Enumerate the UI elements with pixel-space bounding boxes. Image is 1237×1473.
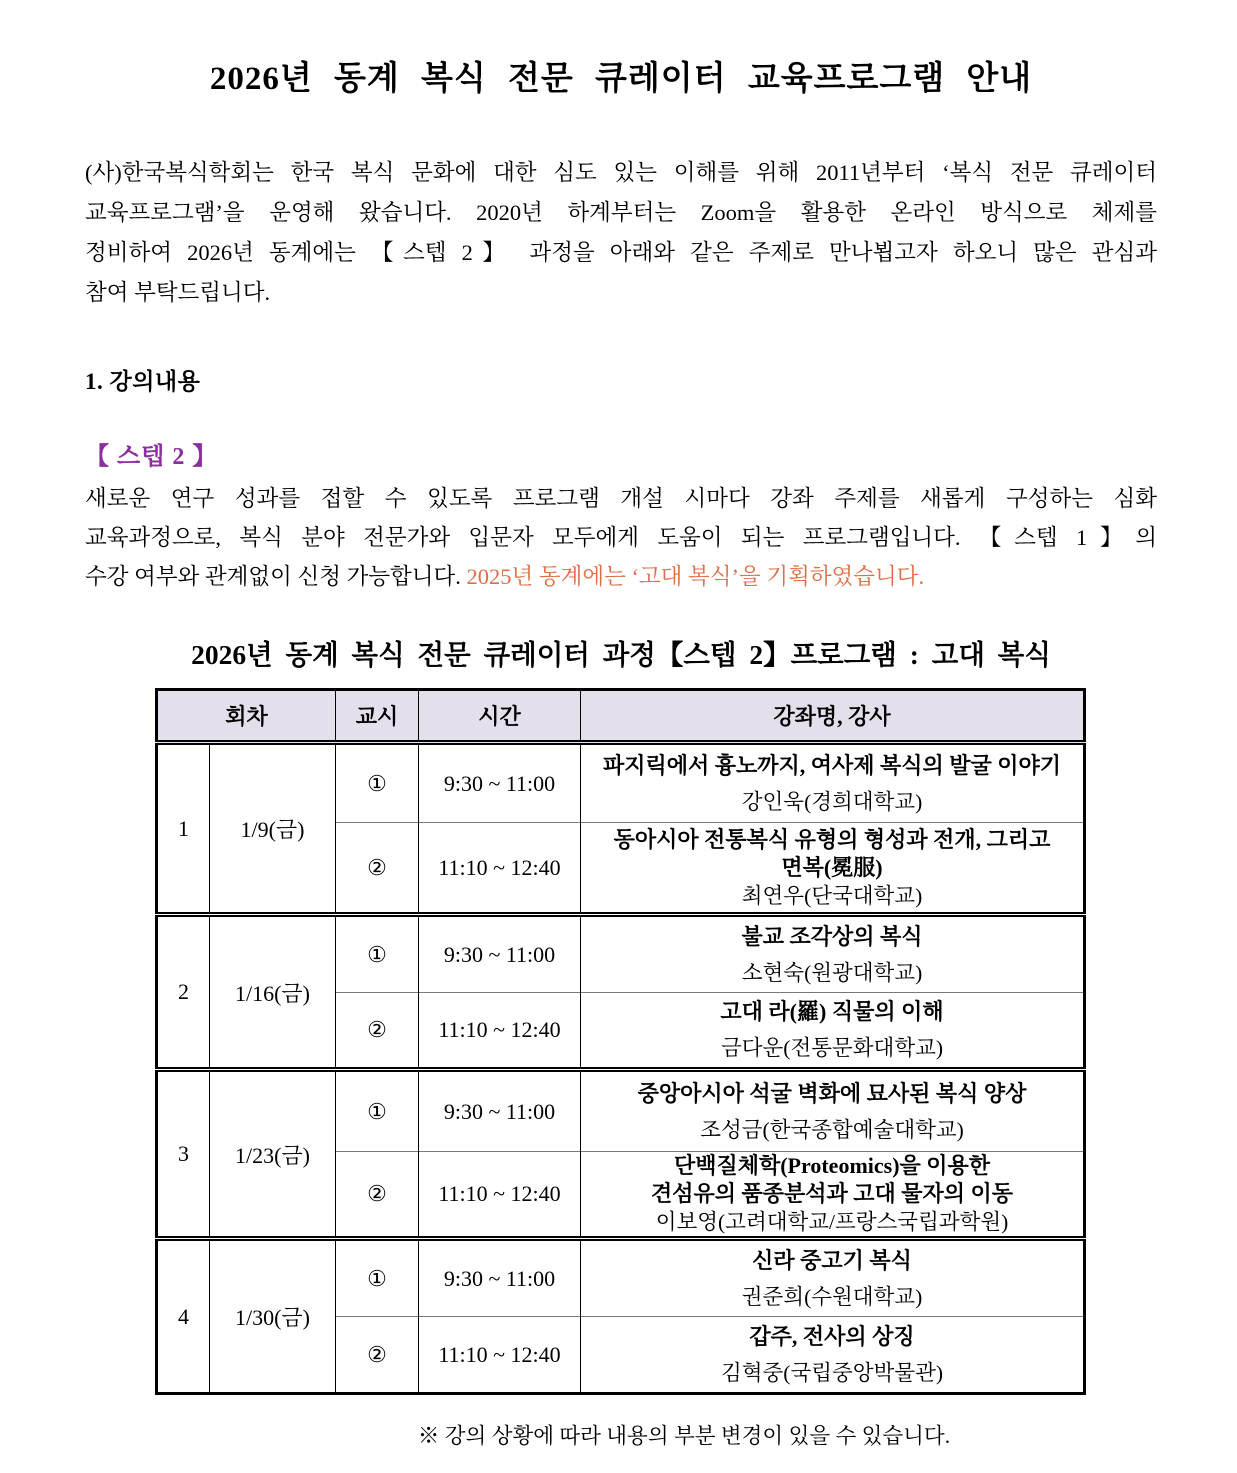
table-row — [157, 743, 1085, 823]
lecture-cell — [581, 1070, 1085, 1152]
lecture-cell — [581, 1239, 1085, 1317]
lecture-cell — [581, 915, 1085, 993]
header-time: 시간 — [419, 690, 581, 743]
lecture-title: 불교 조각상의 복식 — [741, 923, 923, 949]
table-header-row — [157, 690, 1085, 743]
session-date: 1/23(금) — [210, 1070, 336, 1239]
time-cell: 9:30 ~ 11:00 — [419, 743, 581, 823]
period-cell: ① — [336, 743, 419, 823]
intro-line: 정비하여 2026년 동계에는 【스텝 2】 과정을 아래와 같은 주제로 만나뵙고자 하오니 많은 관심과 — [85, 240, 1157, 265]
step-2-highlight-text: 2025년 동계에는 ‘고대 복식’을 기획하였습니다. — [466, 564, 925, 589]
intro-line: 교육프로그램’을 운영해 왔습니다. 2020년 하계부터는 Zoom을 활용한 온라인 방식으로 체제를 — [85, 200, 1157, 225]
document-title: 2026년 동계 복식 전문 큐레이터 교육프로그램 안내 — [209, 61, 1033, 97]
session-date: 1/16(금) — [210, 915, 336, 1070]
period-cell: ① — [336, 1239, 419, 1317]
lecture-cell — [581, 823, 1085, 915]
lecture-title: 단백질체학(Proteomics)을 이용한 — [673, 1153, 991, 1178]
time-cell: 9:30 ~ 11:00 — [419, 1070, 581, 1152]
step-2-line — [85, 557, 1157, 596]
table-row — [157, 1239, 1085, 1317]
lecture-title: 견섬유의 품종분석과 고대 물자의 이동 — [650, 1181, 1014, 1206]
lecture-title: 동아시아 전통복식 유형의 형성과 전개, 그리고 — [613, 826, 1051, 852]
time-cell: 9:30 ~ 11:00 — [419, 915, 581, 993]
lecture-title: 면복(冕服) — [781, 854, 883, 880]
session-date: 1/30(금) — [210, 1239, 336, 1394]
document-page — [0, 52, 1237, 1473]
schedule-table-title: 2026년 동계 복식 전문 큐레이터 과정【스텝 2】프로그램 : 고대 복식 — [191, 639, 1051, 670]
intro-line: (사)한국복식학회는 한국 복식 문화에 대한 심도 있는 이해를 위해 2011년부터 ‘복식 전문 큐레이터 — [85, 160, 1157, 185]
lecturer-name: 이보영(고려대학교/프랑스국립과학원) — [655, 1210, 1009, 1234]
session-date: 1/9(금) — [210, 743, 336, 915]
lecturer-name: 권준희(수원대학교) — [741, 1284, 923, 1309]
change-notice-footnote: ※ 강의 상황에 따라 내용의 부분 변경이 있을 수 있습니다. — [417, 1424, 951, 1448]
schedule-table-container — [155, 688, 1083, 1450]
time-cell: 9:30 ~ 11:00 — [419, 1239, 581, 1317]
header-period: 교시 — [336, 690, 419, 743]
time-cell: 11:10 ~ 12:40 — [419, 1152, 581, 1239]
schedule-table — [155, 688, 1086, 1395]
time-cell: 11:10 ~ 12:40 — [419, 823, 581, 915]
lecture-cell — [581, 1152, 1085, 1239]
step-2-line: 교육과정으로, 복식 분야 전문가와 입문자 모두에게 도움이 되는 프로그램입니다. 【스텝 1】의 — [85, 525, 1157, 550]
lecture-cell — [581, 743, 1085, 823]
lecturer-name: 최연우(단국대학교) — [741, 883, 923, 908]
lecture-title: 신라 중고기 복식 — [752, 1247, 912, 1273]
time-cell: 11:10 ~ 12:40 — [419, 1317, 581, 1394]
table-row — [157, 915, 1085, 993]
table-row — [157, 1070, 1085, 1152]
session-number: 3 — [157, 1070, 210, 1239]
lecture-title: 갑주, 전사의 상징 — [749, 1323, 915, 1349]
header-session: 회차 — [157, 690, 336, 743]
step-2-heading: 【 스텝 2 】 — [85, 444, 218, 470]
session-number: 2 — [157, 915, 210, 1070]
lecturer-name: 조성금(한국종합예술대학교) — [700, 1117, 964, 1142]
period-cell: ② — [336, 1317, 419, 1394]
lecture-cell — [581, 993, 1085, 1070]
session-number: 4 — [157, 1239, 210, 1394]
lecturer-name: 김혁중(국립중앙박물관) — [721, 1360, 944, 1385]
lecture-title: 중앙아시아 석굴 벽화에 묘사된 복식 양상 — [637, 1080, 1027, 1106]
section-1-heading: 1. 강의내용 — [85, 369, 201, 394]
intro-paragraph — [85, 153, 1157, 313]
lecturer-name: 강인욱(경희대학교) — [741, 789, 923, 814]
step-2-last-normal: 수강 여부와 관계없이 신청 가능합니다. — [85, 564, 467, 589]
lecturer-name: 금다운(전통문화대학교) — [721, 1036, 944, 1060]
period-cell: ① — [336, 915, 419, 993]
lecturer-name: 소현숙(원광대학교) — [741, 960, 923, 985]
period-cell: ② — [336, 823, 419, 915]
period-cell: ② — [336, 1152, 419, 1239]
session-number: 1 — [157, 743, 210, 915]
lecture-cell — [581, 1317, 1085, 1394]
time-cell: 11:10 ~ 12:40 — [419, 993, 581, 1070]
lecture-title: 파지릭에서 흉노까지, 여사제 복식의 발굴 이야기 — [602, 752, 1062, 778]
period-cell: ① — [336, 1070, 419, 1152]
intro-line: 참여 부탁드립니다. — [85, 280, 271, 305]
step-2-line: 새로운 연구 성과를 접할 수 있도록 프로그램 개설 시마다 강좌 주제를 새롭게 구성하는 심화 — [85, 486, 1157, 511]
lecture-title: 고대 라(羅) 직물의 이해 — [720, 999, 944, 1024]
header-course: 강좌명, 강사 — [581, 690, 1085, 743]
period-cell: ② — [336, 993, 419, 1070]
step-2-paragraph — [85, 479, 1157, 596]
